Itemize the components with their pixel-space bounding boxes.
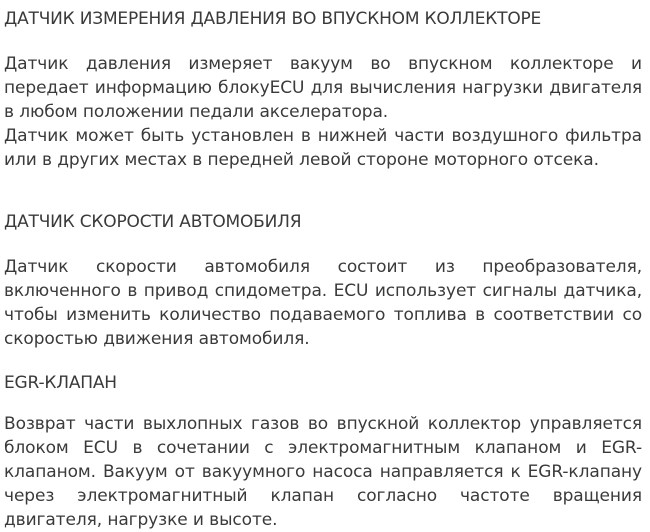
paragraph: Возврат части выхлопных газов во впускной коллектор управляется блоком ECU в сочетании с электромагнитным клапаном и EGR-клапаном. Вакуум от вакуумного насоса направляется к EGR-клапану через электромагнитный клапан согласно частоте вращения двигателя, нагрузке и высоте. — [4, 414, 642, 530]
section-heading-egr-valve: EGR-КЛАПАН — [4, 373, 117, 393]
section-heading-map-sensor: ДАТЧИК ИЗМЕРЕНИЯ ДАВЛЕНИЯ ВО ВПУСКНОМ КОЛЛЕКТОРЕ — [4, 9, 542, 29]
section-heading-speed-sensor: ДАТЧИК СКОРОСТИ АВТОМОБИЛЯ — [4, 212, 302, 232]
paragraph: Датчик скорости автомобиля состоит из преобразователя, включенного в привод спидометра. ECU использует сигналы датчика, чтобы изменить количество подаваемого топлива в соответствии со скоростью движения автомобиля. — [4, 257, 642, 349]
section-body-egr-valve — [4, 412, 642, 532]
paragraph: Датчик давления измеряет вакуум во впускном коллекторе и передает информацию блокуECU для вычисления нагрузки двигателя в любом положении педали акселератора. — [4, 54, 642, 122]
section-body-map-sensor — [4, 52, 642, 172]
section-body-speed-sensor — [4, 255, 642, 351]
paragraph: Датчик может быть установлен в нижней части воздушного фильтра или в других местах в передней левой стороне моторного отсека. — [4, 126, 642, 170]
